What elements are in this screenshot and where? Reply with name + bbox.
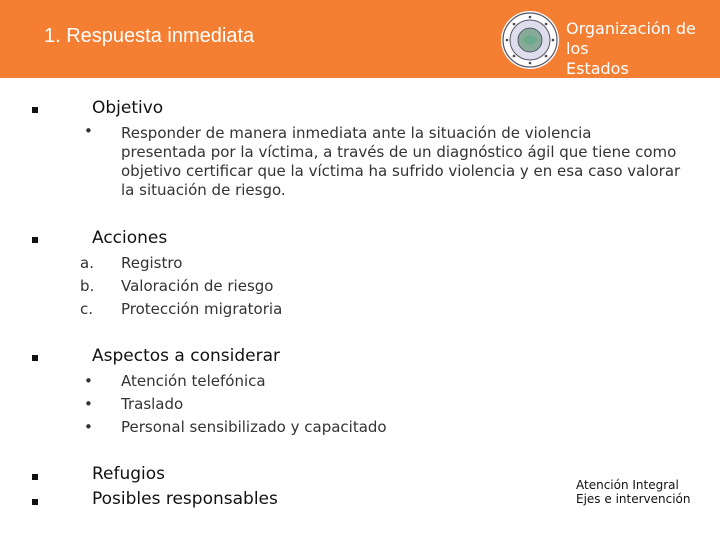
heading-aspectos: Aspectos a considerar <box>92 346 280 366</box>
heading-acciones: Acciones <box>92 228 168 248</box>
list-item: Protección migratoria <box>121 300 283 318</box>
heading-refugios: Refugios <box>92 464 166 484</box>
objetivo-text: Responder de manera inmediata ante la situación de violencia presentada por la víctima, a través de un diagnóstico ágil que tiene como objetivo certificar que la víctima ha sufrido violencia y en esa caso valorar la situación de riesgo. <box>121 124 681 199</box>
bullet-dot: • <box>84 372 93 390</box>
bullet-dot: • <box>84 395 93 413</box>
list-marker: c. <box>80 300 94 318</box>
header-bar <box>0 0 720 98</box>
org-name <box>566 19 720 99</box>
heading-responsables: Posibles responsables <box>92 489 278 509</box>
list-item: Personal sensibilizado y capacitado <box>121 418 387 436</box>
slide-title: 1. Respuesta inmediata <box>44 25 255 47</box>
list-marker: b. <box>80 277 95 295</box>
list-item: Registro <box>121 254 183 272</box>
bullet-dot: • <box>84 122 93 140</box>
bullet-square <box>32 237 38 243</box>
footer-note <box>576 478 691 506</box>
org-name-line2: Estados Americanos <box>566 59 661 98</box>
bullet-square <box>32 355 38 361</box>
footer-line2: Ejes e intervención <box>576 492 691 506</box>
oas-seal-icon <box>500 10 560 70</box>
list-item: Valoración de riesgo <box>121 277 274 295</box>
bullet-dot: • <box>84 418 93 436</box>
heading-objetivo: Objetivo <box>92 98 164 118</box>
bullet-square <box>32 107 38 113</box>
list-item: Atención telefónica <box>121 372 266 390</box>
footer-line1: Atención Integral <box>576 478 679 492</box>
org-name-line1: Organización de los <box>566 19 696 58</box>
list-item: Traslado <box>121 395 184 413</box>
bullet-square <box>32 499 38 505</box>
list-marker: a. <box>80 254 94 272</box>
bullet-square <box>32 474 38 480</box>
